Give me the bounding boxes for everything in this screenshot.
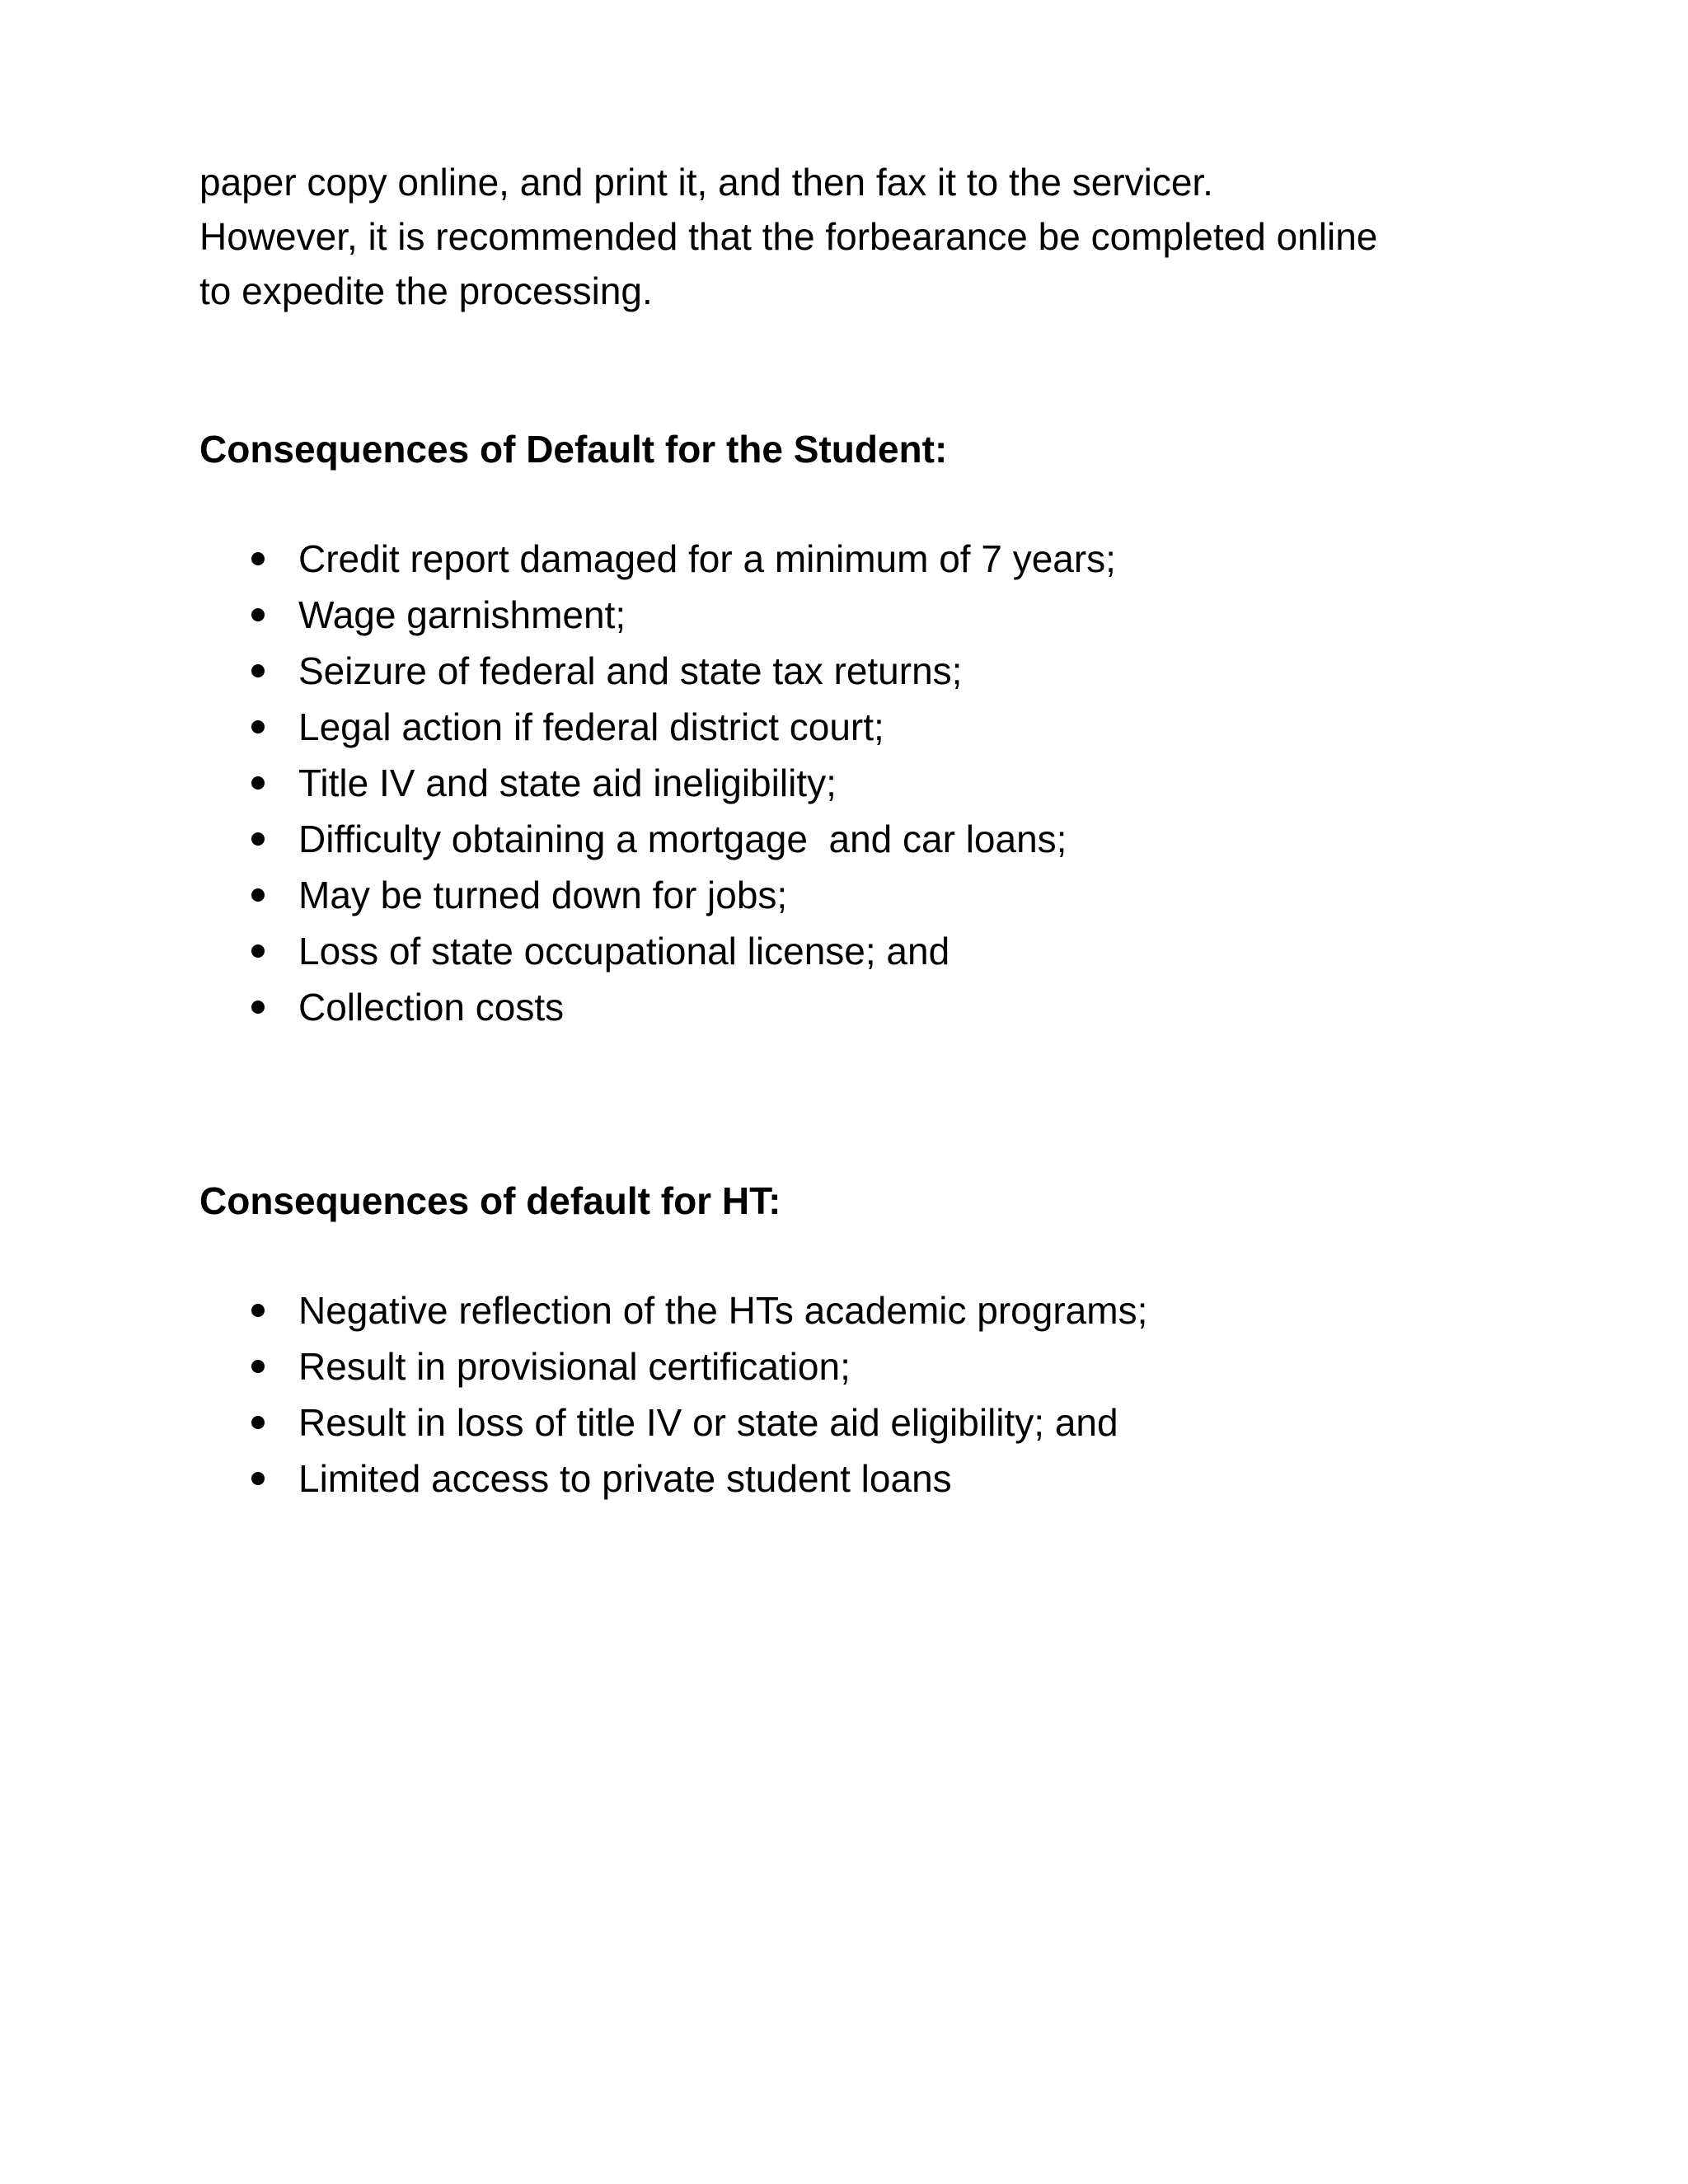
list-item bbox=[199, 699, 1535, 755]
bullet-icon bbox=[251, 1472, 265, 1485]
list-item-text: Title IV and state aid ineligibility; bbox=[298, 762, 837, 804]
list-item bbox=[199, 531, 1535, 587]
intro-line: However, it is recommended that the forbearance be completed online bbox=[199, 215, 1378, 258]
bullet-icon bbox=[251, 720, 265, 733]
intro-line: paper copy online, and print it, and then fax it to the servicer. bbox=[199, 161, 1213, 204]
document-content bbox=[199, 155, 1535, 1507]
list-item bbox=[199, 811, 1535, 867]
list-item-text: Credit report damaged for a minimum of 7 years; bbox=[298, 537, 1116, 580]
section-heading-student: Consequences of Default for the Student: bbox=[199, 428, 948, 471]
list-item-text: Collection costs bbox=[298, 986, 565, 1029]
list-item-text: May be turned down for jobs; bbox=[298, 874, 788, 916]
intro-paragraph bbox=[199, 155, 1535, 318]
list-item-text: Result in provisional certification; bbox=[298, 1345, 851, 1388]
section-heading-ht: Consequences of default for HT: bbox=[199, 1179, 781, 1222]
list-item bbox=[199, 979, 1535, 1035]
list-item-text: Result in loss of title IV or state aid eligibility; and bbox=[298, 1401, 1118, 1444]
list-item bbox=[199, 587, 1535, 643]
ht-consequences-list bbox=[199, 1282, 1535, 1507]
list-item bbox=[199, 867, 1535, 923]
list-item-text: Legal action if federal district court; bbox=[298, 705, 884, 748]
list-item bbox=[199, 1394, 1535, 1451]
bullet-icon bbox=[251, 944, 265, 958]
list-item bbox=[199, 923, 1535, 979]
list-item-text: Seizure of federal and state tax returns; bbox=[298, 649, 963, 692]
list-item-text: Difficulty obtaining a mortgage and car loans; bbox=[298, 818, 1067, 860]
bullet-icon bbox=[251, 776, 265, 790]
list-item bbox=[199, 1282, 1535, 1338]
bullet-icon bbox=[251, 888, 265, 902]
student-consequences-list bbox=[199, 531, 1535, 1035]
bullet-icon bbox=[251, 1001, 265, 1014]
list-item-text: Limited access to private student loans bbox=[298, 1457, 952, 1500]
bullet-icon bbox=[251, 608, 265, 621]
list-item bbox=[199, 1338, 1535, 1394]
list-item-text: Wage garnishment; bbox=[298, 593, 626, 636]
bullet-icon bbox=[251, 1304, 265, 1317]
list-item-text: Loss of state occupational license; and bbox=[298, 930, 950, 972]
list-item bbox=[199, 755, 1535, 811]
list-item-text: Negative reflection of the HTs academic programs; bbox=[298, 1289, 1148, 1332]
bullet-icon bbox=[251, 832, 265, 846]
list-item bbox=[199, 1451, 1535, 1507]
bullet-icon bbox=[251, 664, 265, 677]
bullet-icon bbox=[251, 1360, 265, 1373]
intro-line: to expedite the processing. bbox=[199, 269, 653, 312]
bullet-icon bbox=[251, 552, 265, 565]
list-item bbox=[199, 643, 1535, 699]
bullet-icon bbox=[251, 1416, 265, 1429]
